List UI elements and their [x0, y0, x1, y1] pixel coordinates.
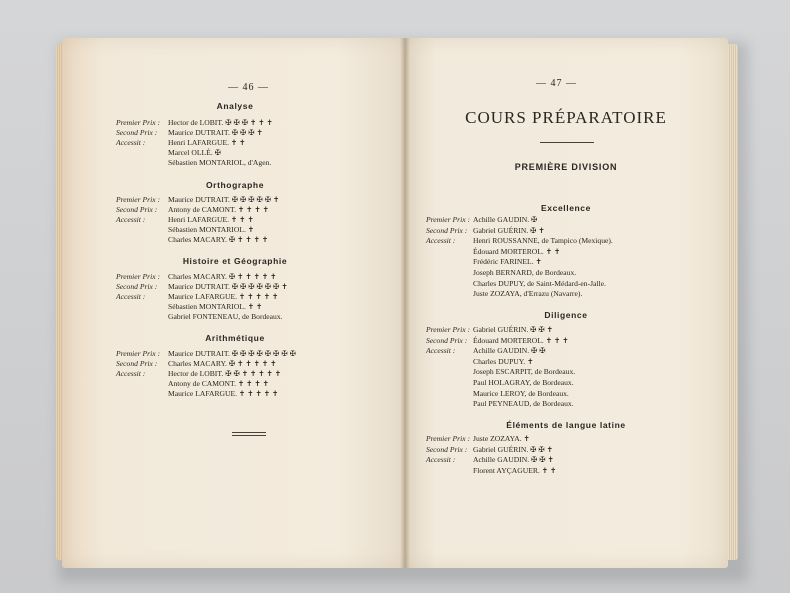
prize-row	[426, 455, 554, 465]
prize-row	[116, 369, 281, 379]
prize-row	[116, 195, 279, 205]
prize-row	[426, 389, 569, 399]
section-heading: Excellence	[541, 203, 591, 213]
prize-row	[426, 279, 606, 289]
prize-winner: Charles DUPUY. ✝	[473, 356, 534, 366]
prize-label: Premier Prix :	[116, 195, 161, 204]
section-heading: Arithmétique	[205, 333, 265, 343]
prize-row	[116, 225, 254, 235]
prize-row	[116, 138, 246, 148]
prize-label: Second Prix :	[116, 282, 158, 291]
prize-row	[116, 148, 221, 158]
prize-row	[116, 118, 273, 128]
prize-label: Accessit :	[426, 346, 456, 356]
prize-winner: Charles MACARY. ✠ ✝ ✝ ✝ ✝ ✝	[168, 272, 277, 281]
prize-row	[116, 292, 278, 302]
prize-row	[426, 357, 533, 367]
prize-winner: Joseph ESCARPIT, de Bordeaux.	[473, 367, 576, 377]
prize-winner: Sébastien MONTARIOL. ✝ ✝	[168, 302, 263, 311]
section-heading: Analyse	[216, 101, 254, 111]
prize-label: Premier Prix :	[116, 118, 161, 127]
prize-winner: Marcel OLLÉ. ✠	[168, 148, 221, 157]
prize-winner: Achille GAUDIN. ✠ ✠	[473, 346, 546, 356]
prize-row	[116, 272, 277, 282]
prize-winner: Sébastien MONTARIOL. ✝	[168, 225, 255, 234]
prize-winner: Paul HOLAGRAY, de Bordeaux.	[473, 378, 574, 387]
right-page	[404, 38, 728, 568]
prize-row	[426, 346, 546, 356]
title-rule	[540, 142, 594, 143]
prize-row	[116, 389, 278, 399]
section-heading: Histoire et Géographie	[182, 256, 288, 266]
prize-label: Premier Prix :	[116, 272, 161, 281]
page-number-left: — 46 —	[228, 82, 269, 93]
book-spine	[400, 38, 410, 568]
prize-row	[426, 378, 574, 388]
prize-label: Second Prix :	[116, 359, 158, 368]
prize-winner: Gabriel FONTENEAU, de Bordeaux.	[168, 312, 283, 321]
prize-row	[116, 205, 269, 215]
prize-row	[426, 466, 556, 476]
prize-label: Accessit :	[426, 236, 456, 246]
prize-winner: Henri LAFARGUE. ✝ ✝	[168, 138, 246, 147]
prize-winner: Charles DUPUY, de Saint-Médard-en-Jalle.	[473, 278, 606, 288]
prize-winner: Maurice LAFARGUE. ✝ ✝ ✝ ✝ ✝	[168, 292, 279, 301]
prize-label: Premier Prix :	[426, 434, 471, 443]
prize-winner: Charles MACARY. ✠ ✝ ✝ ✝ ✝ ✝	[168, 359, 277, 368]
prize-row	[426, 336, 569, 346]
left-page	[62, 38, 408, 568]
prize-winner: Maurice DUTRAIT. ✠ ✠ ✠ ✠ ✠ ✝	[168, 195, 280, 204]
prize-winner: Achille GAUDIN. ✠	[473, 215, 538, 224]
prize-row	[426, 289, 582, 299]
prize-winner: Gabriel GUÉRIN. ✠ ✝	[473, 225, 545, 235]
prize-winner: Antony de CAMONT. ✝ ✝ ✝ ✝	[168, 379, 270, 388]
division-title: PREMIÈRE DIVISION	[514, 162, 618, 172]
prize-label: Accessit :	[116, 138, 146, 147]
section-heading: Diligence	[544, 310, 588, 320]
prize-row	[426, 257, 542, 267]
prize-row	[116, 379, 269, 389]
prize-winner: Maurice DUTRAIT. ✠ ✠ ✠ ✝	[168, 128, 263, 137]
prize-row	[116, 158, 271, 168]
prize-winner: Gabriel GUÉRIN. ✠ ✠ ✝	[473, 325, 554, 334]
end-rule	[232, 432, 266, 436]
prize-winner: Paul PEYNEAUD, de Bordeaux.	[473, 399, 574, 409]
prize-winner: Joseph BERNARD, de Bordeaux.	[473, 268, 577, 277]
prize-row	[116, 215, 254, 225]
prize-label: Second Prix :	[426, 335, 468, 345]
prize-row	[116, 349, 296, 359]
prize-label: Accessit :	[426, 455, 456, 465]
prize-row	[426, 215, 537, 225]
prize-winner: Achille GAUDIN. ✠ ✠ ✝	[473, 455, 554, 465]
prize-winner: Maurice DUTRAIT. ✠ ✠ ✠ ✠ ✠ ✠ ✠ ✠	[168, 349, 296, 358]
prize-row	[426, 268, 576, 278]
prize-row	[116, 302, 262, 312]
prize-row	[116, 235, 268, 245]
prize-row	[426, 367, 575, 377]
prize-winner: Maurice LAFARGUE. ✝ ✝ ✝ ✝ ✝	[168, 389, 279, 398]
prize-row	[116, 128, 263, 138]
prize-winner: Sébastien MONTARIOL, d'Agen.	[168, 158, 272, 167]
prize-winner: Maurice DUTRAIT. ✠ ✠ ✠ ✠ ✠ ✠ ✝	[168, 282, 288, 291]
prize-label: Accessit :	[116, 292, 146, 301]
prize-row	[116, 312, 283, 322]
prize-label: Second Prix :	[426, 225, 468, 235]
page-number-right: — 47 —	[536, 78, 577, 89]
prize-row	[116, 282, 288, 292]
prize-row	[426, 399, 574, 409]
section-heading: Orthographe	[205, 180, 265, 190]
prize-row	[426, 226, 545, 236]
prize-row	[426, 247, 560, 257]
main-title: COURS PRÉPARATOIRE	[465, 108, 667, 127]
prize-row	[426, 445, 553, 455]
prize-winner: Gabriel GUÉRIN. ✠ ✠ ✝	[473, 444, 554, 454]
prize-row	[426, 434, 530, 444]
prize-row	[116, 359, 277, 369]
prize-winner: Juste ZOZAYA, d'Errazu (Navarre).	[473, 289, 583, 299]
prize-label: Second Prix :	[116, 128, 158, 137]
prize-label: Premier Prix :	[116, 349, 161, 358]
prize-winner: Juste ZOZAYA. ✝	[473, 434, 530, 443]
prize-winner: Hector de LOBIT. ✠ ✠ ✠ ✝ ✝ ✝	[168, 118, 273, 127]
prize-label: Accessit :	[116, 369, 146, 378]
prize-row	[426, 325, 553, 335]
prize-winner: Henri LAFARGUE. ✝ ✝ ✝	[168, 215, 254, 224]
prize-winner: Antony de CAMONT. ✝ ✝ ✝ ✝	[168, 205, 270, 214]
prize-winner: Frédéric FARINEL. ✝	[473, 257, 542, 267]
prize-row	[426, 236, 613, 246]
prize-label: Second Prix :	[116, 205, 158, 214]
prize-winner: Maurice LEROY, de Bordeaux.	[473, 388, 569, 398]
prize-label: Second Prix :	[426, 444, 468, 454]
prize-winner: Henri ROUSSANNE, de Tampico (Mexique).	[473, 236, 613, 246]
prize-label: Premier Prix :	[426, 215, 471, 224]
prize-winner: Édouard MORTEROL. ✝ ✝	[473, 246, 561, 256]
prize-winner: Hector de LOBIT. ✠ ✠ ✝ ✝ ✝ ✝ ✝	[168, 369, 282, 378]
prize-label: Premier Prix :	[426, 325, 471, 334]
prize-label: Accessit :	[116, 215, 146, 224]
prize-winner: Charles MACARY. ✠ ✝ ✝ ✝ ✝	[168, 235, 269, 244]
prize-winner: Florent AYÇAGUER. ✝ ✝	[473, 465, 557, 475]
prize-winner: Édouard MORTEROL. ✝ ✝ ✝	[473, 335, 569, 345]
section-heading: Éléments de langue latine	[506, 420, 626, 430]
